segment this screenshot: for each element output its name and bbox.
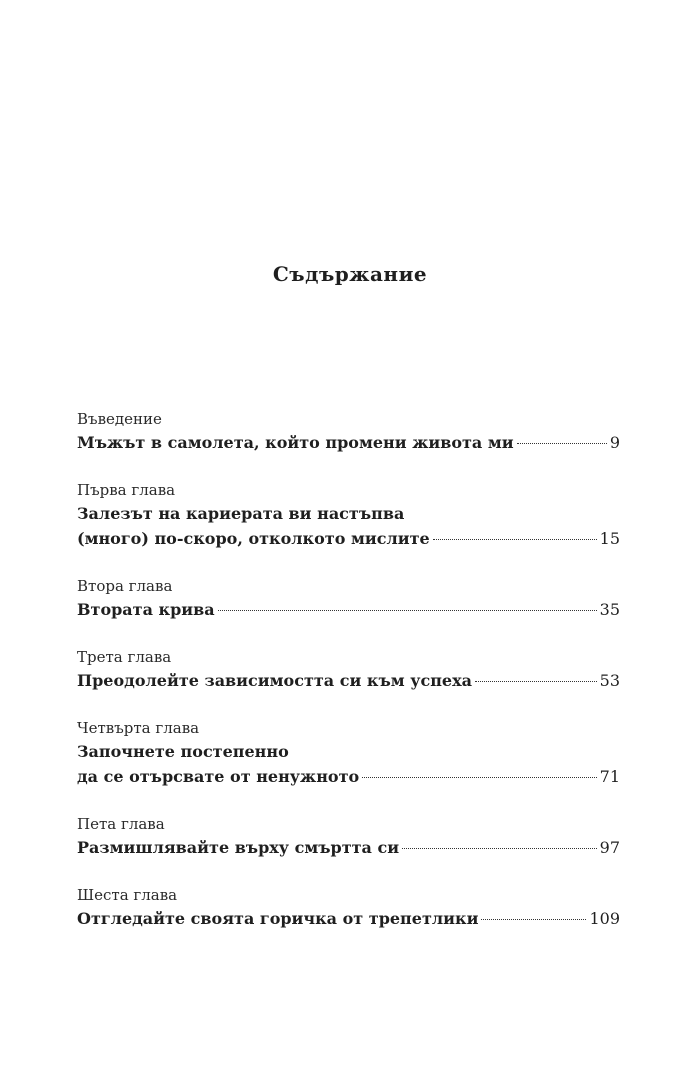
chapter-label: Четвърта глава xyxy=(77,719,200,737)
toc-entry-chapter-5 xyxy=(77,814,620,859)
page-number: 97 xyxy=(599,838,620,857)
chapter-label: Въведение xyxy=(77,410,162,428)
entry-title-row xyxy=(77,836,620,859)
page-number: 15 xyxy=(599,529,620,548)
entry-title: Мъжът в самолета, който промени живота ми xyxy=(77,433,514,452)
toc-entry-chapter-1 xyxy=(77,480,620,550)
dot-leader xyxy=(475,681,597,682)
dot-leader xyxy=(362,777,596,778)
page-number: 9 xyxy=(609,433,620,452)
page-number: 109 xyxy=(589,909,620,928)
entry-title-row xyxy=(77,527,620,550)
entry-title-row xyxy=(77,431,620,454)
dot-leader xyxy=(433,539,597,540)
toc-entry-chapter-4 xyxy=(77,718,620,788)
entry-title-row xyxy=(77,907,620,930)
entry-title-line: Започнете постепенно xyxy=(77,742,289,761)
entry-title: Размишлявайте върху смъртта си xyxy=(77,838,400,857)
entry-title-line: Залезът на кариерата ви настъпва xyxy=(77,504,405,523)
entry-title-row xyxy=(77,669,620,692)
chapter-label: Първа глава xyxy=(77,481,176,499)
toc-entry-chapter-6 xyxy=(77,885,620,930)
entry-title: да се отърсвате от ненужното xyxy=(77,767,360,786)
chapter-label: Шеста глава xyxy=(77,886,178,904)
entry-title: Отгледайте своята горичка от трепетлики xyxy=(77,909,479,928)
dot-leader xyxy=(402,848,597,849)
page-number: 35 xyxy=(599,600,620,619)
dot-leader xyxy=(218,610,597,611)
toc-entry-introduction xyxy=(77,409,620,454)
entry-title-row xyxy=(77,765,620,788)
entry-title: Втората крива xyxy=(77,600,215,619)
toc-entry-chapter-3 xyxy=(77,647,620,692)
chapter-label: Втора глава xyxy=(77,577,173,595)
entry-title-row xyxy=(77,598,620,621)
entry-title: (много) по-скоро, отколкото мислите xyxy=(77,529,430,548)
dot-leader xyxy=(517,443,607,444)
page-number: 53 xyxy=(599,671,620,690)
chapter-label: Пета глава xyxy=(77,815,165,833)
page-number: 71 xyxy=(599,767,620,786)
dot-leader xyxy=(481,919,586,920)
entry-title: Преодолейте зависимостта си към успеха xyxy=(77,671,472,690)
table-of-contents xyxy=(77,409,620,956)
toc-entry-chapter-2 xyxy=(77,576,620,621)
chapter-label: Трета глава xyxy=(77,648,172,666)
page-title: Съдържание xyxy=(272,262,428,286)
